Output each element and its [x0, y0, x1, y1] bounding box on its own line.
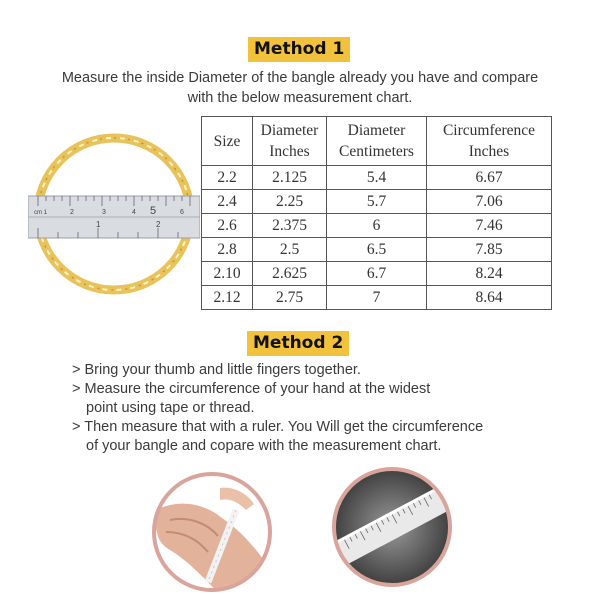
cell-diameter-inches: 2.75 — [253, 286, 327, 310]
table-row — [202, 214, 552, 238]
table-row — [202, 166, 552, 190]
ruler-icon — [330, 465, 454, 589]
cell-diameter-cm: 5.4 — [327, 166, 427, 190]
cell-size: 2.2 — [202, 166, 253, 190]
hand-measure-photo — [150, 470, 274, 594]
cell-diameter-inches: 2.125 — [253, 166, 327, 190]
method-1-instructions — [20, 68, 580, 108]
step-2: > Measure the circumference of your hand at the widest — [72, 381, 431, 397]
step-2-continued: point using tape or thread. — [86, 400, 255, 416]
cell-diameter-cm: 6.7 — [327, 262, 427, 286]
method-1-badge: Method 1 — [248, 37, 350, 62]
header-circumference-inches: Circumference Inches — [427, 117, 552, 166]
intro-line-1: Measure the inside Diameter of the bangle already you have and compare — [61, 70, 539, 86]
bangle-ruler-illustration — [28, 128, 200, 300]
intro-line-2: with the below measurement chart. — [187, 90, 413, 106]
ruler-cm-5: 5 — [150, 205, 157, 217]
step-3-continued: of your bangle and copare with the measurement chart. — [86, 438, 442, 454]
cell-circumference: 8.24 — [427, 262, 552, 286]
cell-size: 2.4 — [202, 190, 253, 214]
table-row — [202, 286, 552, 310]
cell-diameter-cm: 6.5 — [327, 238, 427, 262]
cell-diameter-cm: 6 — [327, 214, 427, 238]
cell-diameter-cm: 5.7 — [327, 190, 427, 214]
cell-circumference: 8.64 — [427, 286, 552, 310]
ruler-cm-1: cm 1 — [34, 210, 48, 216]
ruler-closeup-photo — [330, 465, 454, 589]
ruler-inch-2: 2 — [156, 220, 161, 229]
header-diameter-inches: Diameter Inches — [253, 117, 327, 166]
cell-size: 2.10 — [202, 262, 253, 286]
method-2-badge: Method 2 — [247, 331, 349, 356]
cell-diameter-inches: 2.625 — [253, 262, 327, 286]
hand-with-tape-icon — [150, 470, 274, 594]
ruler-inch-1: 1 — [96, 220, 101, 229]
ruler-cm-6: 6 — [180, 209, 184, 216]
cell-size: 2.12 — [202, 286, 253, 310]
ruler-cm-3: 3 — [102, 209, 106, 216]
ruler-cm-2: 2 — [70, 209, 74, 216]
table-row — [202, 238, 552, 262]
cell-diameter-cm: 7 — [327, 286, 427, 310]
step-3: > Then measure that with a ruler. You Will get the circumference — [72, 419, 484, 435]
cell-circumference: 7.85 — [427, 238, 552, 262]
cell-size: 2.6 — [202, 214, 253, 238]
table-row — [202, 190, 552, 214]
step-1: > Bring your thumb and little fingers together. — [72, 362, 361, 378]
measurement-chart — [201, 116, 552, 310]
cell-diameter-inches: 2.375 — [253, 214, 327, 238]
cell-circumference: 7.46 — [427, 214, 552, 238]
cell-circumference: 7.06 — [427, 190, 552, 214]
cell-diameter-inches: 2.5 — [253, 238, 327, 262]
ruler-cm-4: 4 — [132, 209, 136, 216]
cell-circumference: 6.67 — [427, 166, 552, 190]
cell-size: 2.8 — [202, 238, 253, 262]
table-row — [202, 262, 552, 286]
cell-diameter-inches: 2.25 — [253, 190, 327, 214]
bangle-icon — [28, 128, 200, 300]
header-diameter-centimeters: Diameter Centimeters — [327, 117, 427, 166]
header-size: Size — [202, 117, 253, 166]
method-2-steps — [72, 361, 483, 456]
